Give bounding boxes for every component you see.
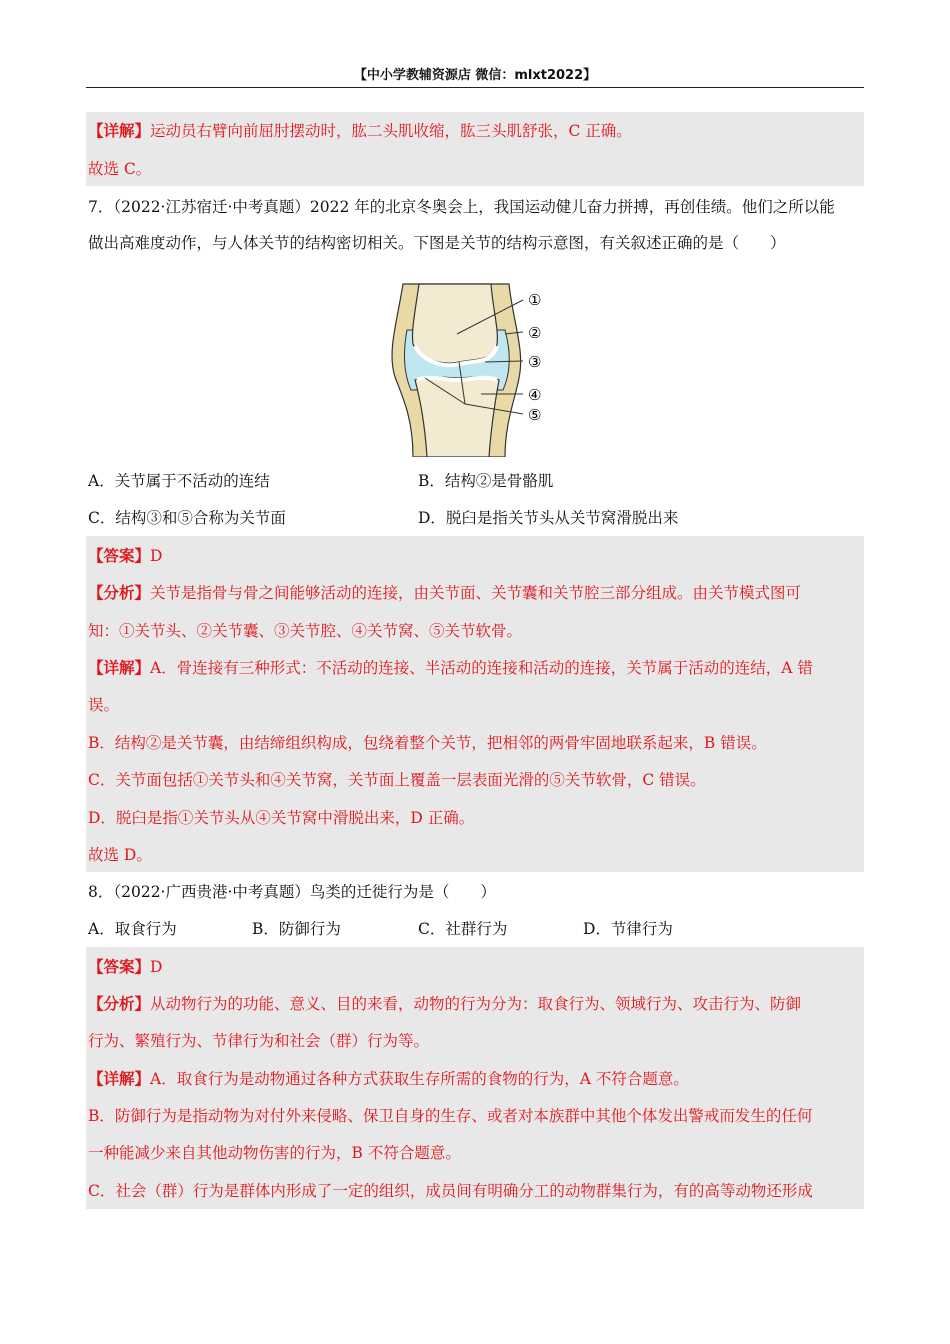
detail-text: A．骨连接有三种形式：不活动的连接、半活动的连接和活动的连接，关节属于活动的连结，A 错	[150, 659, 813, 677]
answer-value: D	[150, 547, 163, 565]
q7-option-b: B．结构②是骨骼肌	[418, 472, 554, 490]
q7-detail-line1	[88, 658, 813, 678]
detail-tag: 【详解】	[88, 121, 151, 140]
q8-detail-line3: 一种能减少来自其他动物伤害的行为，B 不符合题意。	[88, 1144, 461, 1162]
label-1: ①	[528, 291, 542, 309]
analysis-text: 从动物行为的功能、意义、目的来看，动物的行为分为：取食行为、领域行为、攻击行为、防御	[150, 995, 802, 1013]
q7-choose: 故选 D。	[88, 846, 152, 864]
detail-tag: 【详解】	[88, 658, 151, 677]
q7-detail-line3: B．结构②是关节囊，由结缔组织构成，包绕着整个关节，把相邻的两骨牢固地联系起来，B 错误。	[88, 734, 767, 752]
q8-detail-line1	[88, 1069, 689, 1089]
detail-tag: 【详解】	[88, 1069, 151, 1088]
q8-detail-line4: C．社会（群）行为是群体内形成了一定的组织，成员间有明确分工的动物群集行为，有的高等动物还形成	[88, 1182, 813, 1200]
header-divider	[86, 87, 864, 88]
answer-tag: 【答案】	[88, 957, 151, 976]
q7-analysis-line1	[88, 583, 801, 603]
cartilage-lower	[417, 378, 497, 380]
q8-option-a: A．取食行为	[88, 920, 177, 938]
analysis-tag: 【分析】	[88, 994, 151, 1013]
q8-stem: 8．（2022·广西贵港·中考真题）鸟类的迁徙行为是（ ）	[88, 883, 496, 901]
prev-choose: 故选 C。	[88, 160, 152, 178]
q8-analysis-line2: 行为、繁殖行为、节律行为和社会（群）行为等。	[88, 1032, 430, 1050]
joint-head-bone	[412, 284, 497, 363]
q7-stem-line1: 7．（2022·江苏宿迁·中考真题）2022 年的北京冬奥会上，我国运动健儿奋力拼搏，再创佳绩。他们之所以能	[88, 198, 835, 216]
q7-detail-line5: D．脱臼是指①关节头从④关节窝中滑脱出来，D 正确。	[88, 809, 475, 827]
prev-detail	[88, 121, 632, 141]
detail-text: A．取食行为是动物通过各种方式获取生存所需的食物的行为，A 不符合题意。	[150, 1070, 689, 1088]
label-2: ②	[528, 324, 542, 342]
q7-option-d: D．脱臼是指关节头从关节窝滑脱出来	[418, 509, 679, 527]
joint-socket-bone	[415, 377, 499, 457]
q8-option-c: C．社群行为	[418, 920, 508, 938]
label-5: ⑤	[528, 406, 542, 424]
detail-text: 运动员右臂向前屈肘摆动时，肱二头肌收缩，肱三头肌舒张，C 正确。	[150, 122, 632, 140]
q7-option-a: A．关节属于不活动的连结	[88, 472, 270, 490]
q7-detail-line4: C．关节面包括①关节头和④关节窝，关节面上覆盖一层表面光滑的⑤关节软骨，C 错误。	[88, 771, 706, 789]
q7-stem-line2: 做出高难度动作，与人体关节的结构密切相关。下图是关节的结构示意图，有关叙述正确的是（ ）	[88, 234, 786, 252]
q7-detail-line2: 误。	[88, 696, 120, 714]
q8-analysis-line1	[88, 994, 801, 1014]
answer-value: D	[150, 958, 163, 976]
q7-answer	[88, 546, 162, 566]
analysis-text: 关节是指骨与骨之间能够活动的连接，由关节面、关节囊和关节腔三部分组成。由关节模式图可	[150, 584, 802, 602]
q8-option-b: B．防御行为	[252, 920, 341, 938]
q8-answer	[88, 957, 162, 977]
q7-option-c: C．结构③和⑤合称为关节面	[88, 509, 286, 527]
answer-tag: 【答案】	[88, 546, 151, 565]
joint-diagram	[385, 282, 555, 457]
q8-detail-line2: B．防御行为是指动物为对付外来侵略、保卫自身的生存、或者对本族群中其他个体发出警戒而发生的任何	[88, 1107, 813, 1125]
page-header: 【中小学教辅资源店 微信：mlxt2022】	[353, 68, 597, 83]
label-4: ④	[528, 386, 542, 404]
q7-analysis-line2: 知：①关节头、②关节囊、③关节腔、④关节窝、⑤关节软骨。	[88, 622, 523, 640]
analysis-tag: 【分析】	[88, 583, 151, 602]
q8-option-d: D．节律行为	[583, 920, 673, 938]
label-3: ③	[528, 353, 542, 371]
